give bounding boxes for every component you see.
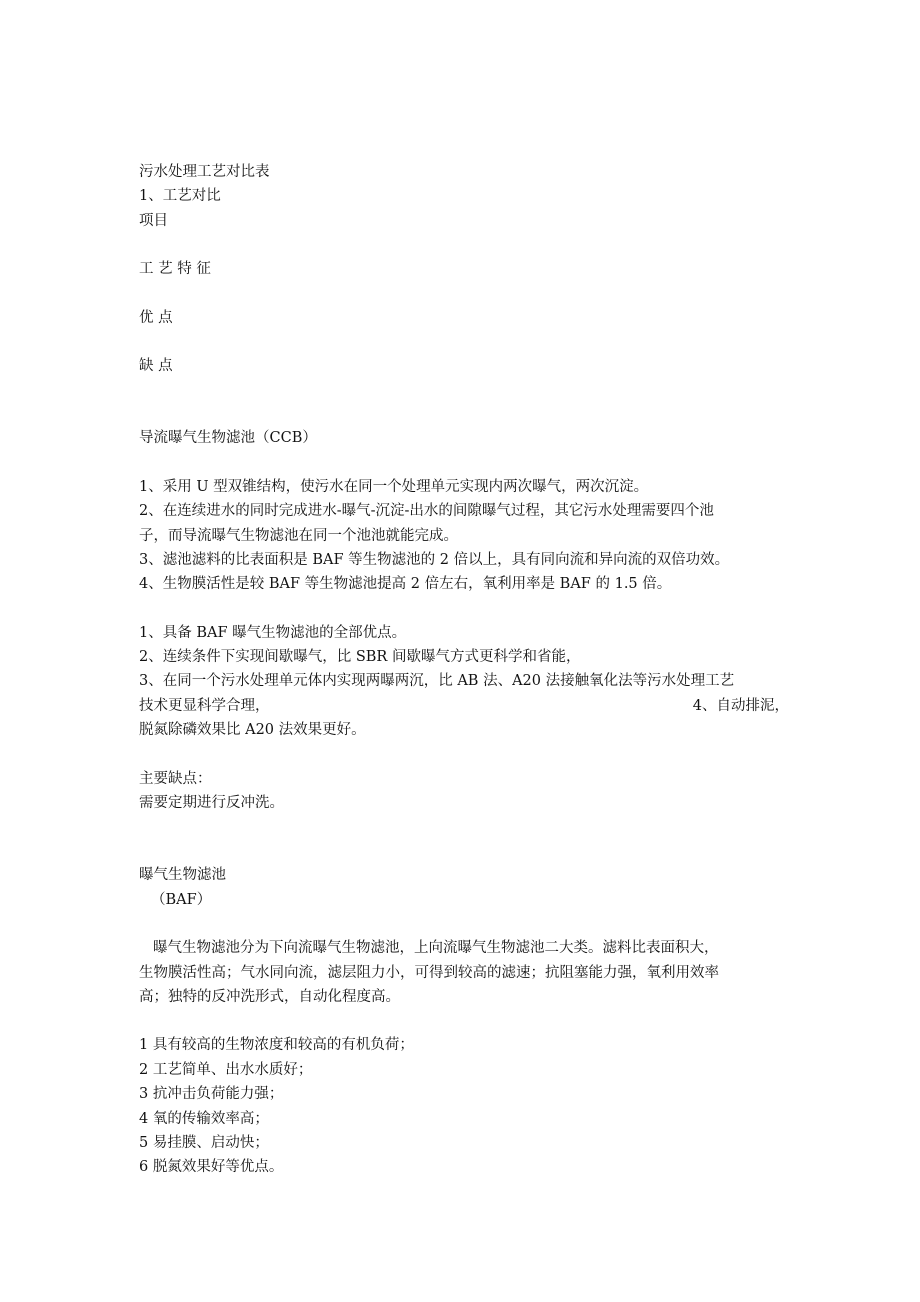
ccb-pros-line: 1、具备 BAF 曝气生物滤池的全部优点。 <box>139 624 407 641</box>
ccb-feature-line: 3、滤池滤料的比表面积是 BAF 等生物滤池的 2 倍以上，具有同向流和异向流的双倍功效。 <box>139 551 730 568</box>
ccb-feature-line: 4、生物膜活性是较 BAF 等生物滤池提高 2 倍左右，氧利用率是 BAF 的 1.5 倍。 <box>139 576 672 593</box>
header-cons: 缺 点 <box>139 357 173 374</box>
baf-name: 曝气生物滤池 <box>139 867 226 884</box>
ccb-feature-line: 子，而导流曝气生物滤池在同一个池池就能完成。 <box>139 527 458 544</box>
baf-description-line: 高；独特的反冲洗形式，自动化程度高。 <box>139 988 400 1005</box>
baf-pros-item: 3 抗冲击负荷能力强； <box>139 1086 284 1103</box>
ccb-cons-label: 主要缺点： <box>139 770 212 787</box>
baf-description-line: 生物膜活性高；气水同向流，滤层阻力小，可得到较高的滤速；抗阻塞能力强，氧利用效率 <box>139 964 719 981</box>
baf-pros-item: 4 氧的传输效率高； <box>139 1110 269 1127</box>
baf-pros-item: 2 工艺简单、出水水质好； <box>139 1061 313 1078</box>
ccb-pros-line: 3、在同一个污水处理单元体内实现两曝两沉，比 AB 法、A20 法接触氧化法等污水处理工艺 <box>139 673 735 690</box>
ccb-feature-line: 1、采用 U 型双锥结构，使污水在同一个处理单元实现内两次曝气，两次沉淀。 <box>139 478 649 495</box>
ccb-cons-text: 需要定期进行反冲洗。 <box>139 795 284 812</box>
baf-pros-item: 5 易挂膜、启动快； <box>139 1134 269 1151</box>
header-pros: 优 点 <box>139 309 173 326</box>
baf-pros-item: 1 具有较高的生物浓度和较高的有机负荷； <box>139 1037 414 1054</box>
page-title: 污水处理工艺对比表 <box>139 164 270 180</box>
document-body <box>139 160 789 1180</box>
baf-pros-item: 6 脱氮效果好等优点。 <box>139 1159 284 1176</box>
ccb-pros-split-line <box>139 694 789 718</box>
header-item: 项目 <box>139 212 168 229</box>
ccb-name: 导流曝气生物滤池（CCB） <box>139 430 317 447</box>
ccb-pros-line-left: 技术更显科学合理， <box>139 697 270 714</box>
ccb-pros-line: 脱氮除磷效果比 A20 法效果更好。 <box>139 722 366 739</box>
ccb-feature-line: 2、在连续进水的同时完成进水-曝气-沉淀-出水的间隙曝气过程，其它污水处理需要四个池 <box>139 503 714 520</box>
ccb-pros-line-right: 4、自动排泥， <box>692 697 789 714</box>
ccb-pros-line: 2、连续条件下实现间歇曝气，比 SBR 间歇曝气方式更科学和省能， <box>139 649 581 666</box>
baf-description-line: 曝气生物滤池分为下向流曝气生物滤池，上向流曝气生物滤池二大类。滤料比表面积大， <box>153 940 719 957</box>
header-feature: 工 艺 特 征 <box>139 261 211 278</box>
section-heading: 1、工艺对比 <box>139 188 221 205</box>
baf-code: （BAF） <box>151 891 212 908</box>
